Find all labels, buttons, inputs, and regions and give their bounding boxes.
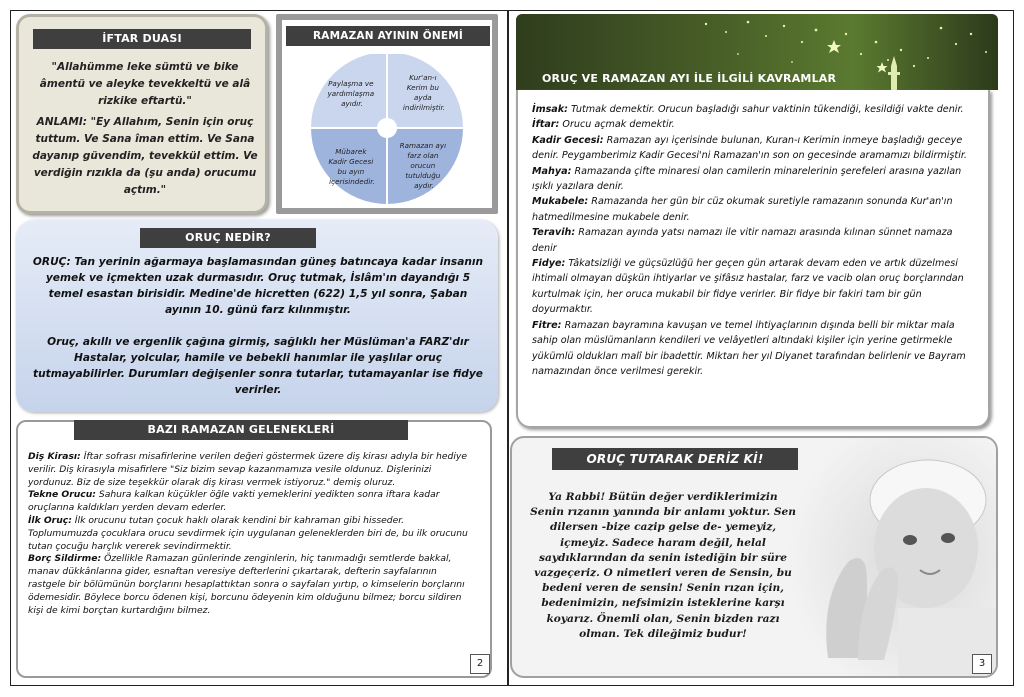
segment-paylasma-label: Paylaşma ve yardımlaşma ayıdır.: [327, 79, 375, 108]
page-number-3: 3: [972, 654, 992, 674]
kavram-mahya: Mahya: Ramazanda çifte minaresi olan camilerin minarelerinin şerefeleri arasına yazılan ışıklı yazılara denir.: [532, 165, 962, 193]
kavram-teravih: Teravih: Ramazan ayında yatsı namazı ile vitir namazı arasında kılınan sünnet namaza denir: [532, 227, 953, 254]
gelenek-item-tekne-orucu: Tekne Orucu: Sahura kalkan küçükler öğle vakti yemeklerini yedikten sonra iftara kadar oruçlarına kaldıkları yerden devam ederler.: [28, 489, 440, 514]
minaret-icon: [888, 56, 900, 90]
kavram-mukabele: Mukabele: Ramazanda her gün bir cüz okumak suretiyle ramazanın sonunda Kur'an'ın hatmedilmesine mukabele denir.: [532, 196, 953, 223]
segment-kuran-label: Kur'an-ı Kerim bu ayda indirilmiştir.: [402, 73, 446, 112]
kavram-fidye: Fidye: Tâkatsizliği ve güçsüzlüğü her geçen gün artarak devam eden ve artık düzelmesi ihtimali olmayan düşkün ihtiyarlar ve şifâsız hastalar, farz ve vacib olan oruç borçlarından kurtulmak için, her oruca mukabil bir fidye verirler. Bir fidye bir fakiri tam bir gün doyurmaktır.: [532, 258, 964, 316]
oruc-nedir-title: ORUÇ NEDİR?: [140, 228, 316, 248]
oruc-nedir-paragraph-2: Oruç, akıllı ve ergenlik çağına girmiş, sağlıklı her Müslüman'a FARZ'dır Hastalar, yolcular, hamile ve bebekli hanımlar ile yaşlılar oruç tutmayabilirler. Durumları değişenler sonra tutarlar, tutamayanlar ise fidye verirler.: [33, 336, 483, 396]
oruc-tutarak-deriz-ki-title: ORUÇ TUTARAK DERİZ Kİ!: [552, 448, 798, 470]
oruc-nedir-box: [16, 220, 498, 412]
gelenek-item-dis-kirasi: Diş Kirası: İftar sofrası misafirlerine verilen değeri göstermek üzere diş kirası adıyla bir hediye verilir. Diş kirasıyla misafirlere "Siz bizim sevap kazanmamıza vesile oldunuz. Dişlerinizi yordunuz. Biz de size teşekkür olarak diş kirası vermek istiyoruz." demiş oluruz.: [28, 451, 467, 488]
ramazan-onemi-box: [276, 14, 498, 214]
segment-farz-oruc-label: Ramazan ayı farz olan orucun tutulduğu aydır.: [399, 141, 447, 190]
iftar-dua-text: "Allahümme leke sümtü ve bike âmentü ve aleyke tevekkeltü ve alâ rizkike eftartü.": [39, 61, 251, 107]
kavram-fitre: Fitre: Ramazan bayramına kavuşan ve temel ihtiyaçlarının dışında belli bir miktar mala sahip olan müslümanların kendileri ve velâyetleri altındaki kişiler için yerine getirmekle yükümlü oldukları malî bir ibadettir. Miktarı her yıl Diyanet tarafından belirlenir ve Bayram namazından önce verilmesi gerekir.: [532, 319, 966, 377]
ramazan-onemi-title: RAMAZAN AYININ ÖNEMİ: [286, 26, 490, 46]
center-circle: [377, 118, 397, 138]
gelenek-list: [28, 451, 474, 617]
gelenek-item-borc-sildirme: Borç Sildirme: Özellikle Ramazan günlerinde zenginlerin, hiç tanımadığı semtlerde bakkal, manav dükkânlarına gider, esnaftan veresiye defterlerini çıkartarak, defterin sayfalarının rastgele bir bölümünün borçlarını hesaplattıktan sonra o sayfaları yırtıp, o kimselerin borçlarını ödemesidir. Böylece borcu ödenen kişi, borcunu ödeyenin kim olduğunu bilmez; borcu sildiren kişi de kimi borçtan kurtardığını bilmez.: [28, 553, 465, 616]
gelenek-item-ilk-oruc: İlk Oruç: İlk orucunu tutan çocuk haklı olarak kendini bir kahraman gibi hisseder. Toplumumuzda çocuklara orucu sevdirmek için uygulanan geleneklerden biri de, bu ilk orucunu tutan çocuğu harçlık vererek sevindirmektir.: [28, 514, 468, 552]
praying-child-illustration: [788, 438, 998, 678]
ramazan-onemi-circle-diagram: [284, 54, 490, 204]
oruc-tutarak-deriz-ki-box: [510, 436, 998, 678]
segment-kadir-gecesi: [311, 128, 387, 204]
kavram-iftar: İftar: Orucu açmak demektir.: [532, 119, 675, 131]
crescent-moon-icon: [841, 34, 868, 62]
iftar-duasi-title: İFTAR DUASI: [33, 29, 251, 49]
kavramlar-box: [516, 90, 990, 428]
kavramlar-title: ORUÇ VE RAMAZAN AYI İLE İLGİLİ KAVRAMLAR: [542, 72, 837, 85]
oruc-nedir-paragraph-1: ORUÇ: Tan yerinin ağarmaya başlamasından güneş batıncaya kadar insanın yemek ve içmekten uzak durmasıdır. Oruç tutmak, İslâm'ın dayandığı 5 temel esastan birisidir. Medine'de hicretten (622) 1,5 yıl sonra, Şaban ayının 10. günü farz kılınmıştır.: [32, 256, 484, 316]
kavramlar-header-banner: [516, 14, 998, 90]
dua-text: Ya Rabbi! Bütün değer verdiklerimizin Senin rızanın yanında bir anlamı yoktur. Sen dilersen -bize cazip gelse de- yemeyiz, içmeyiz. Sadece haram değil, helal saydıklarından da senin istediğin bir süre vazgeçeriz. O nimetleri veren de Sensin, bu bedeni veren de sensin! Senin rızan için, bedenimizin, nefsimizin isteklerine karşı koyarız. Önemli olan, Senin bizden razı olman. Tek dileğimiz budur!: [530, 491, 796, 640]
page-number-2: 2: [470, 654, 490, 674]
ramazan-gelenekleri-title: BAZI RAMAZAN GELENEKLERİ: [74, 420, 408, 440]
iftar-duasi-box: [16, 14, 268, 214]
kavram-imsak: İmsak: Tutmak demektir. Orucun başladığı sahur vaktinin tükendiği, kesildiği vakte denir.: [532, 104, 964, 115]
iftar-dua-meaning: ANLAMI: "Ey Allahım, Senin için oruç tuttum. Ve Sana îman ettim. Ve Sana dayanıp güvendim, tevekkül ettim. Ve verdiğin rızıkla da (şu anda) orucumu açtım.": [32, 116, 258, 196]
kavramlar-list: [532, 102, 978, 379]
segment-kadir-gecesi-label: Mübarek Kadir Gecesi bu ayın içerisindedir.: [328, 147, 375, 186]
page-divider: [507, 10, 509, 686]
kavram-kadir-gecesi: Kadir Gecesi: Ramazan ayı içerisinde bulunan, Kuran-ı Kerimin inmeye başladığı geceye denir. Peygamberimiz Kadir Gecesi'ni Ramazan'ın son on gecesinde aramamızı bildirmiştir.: [532, 134, 967, 162]
ramazan-gelenekleri-box: [16, 420, 492, 678]
